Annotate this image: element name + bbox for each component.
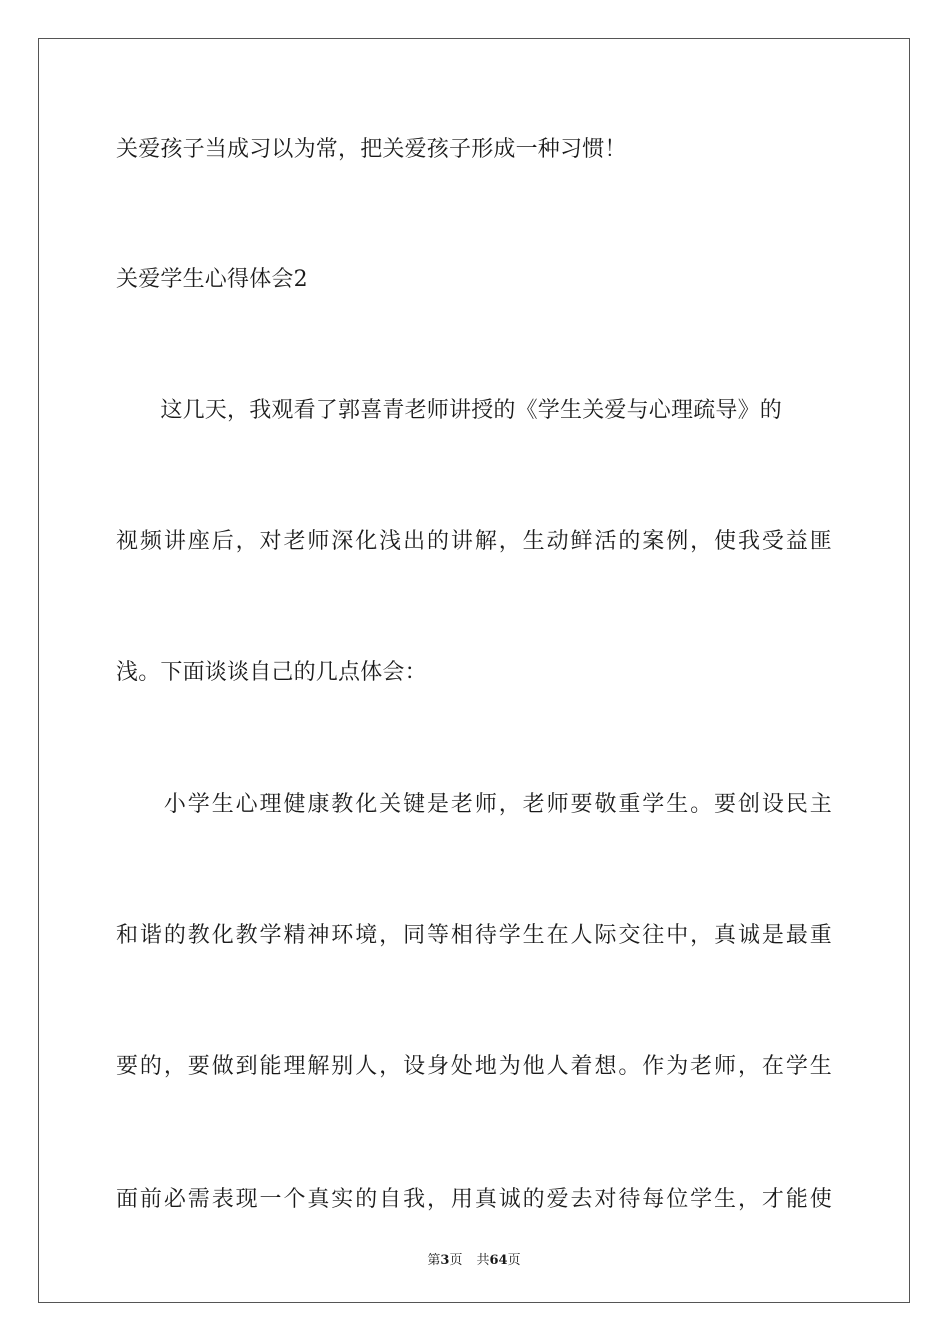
text-line: 和 谐 的 教 化 教 学 精 神 环 境 ， 同 等 相 待 学 生 在 人 际 交 往 中 ， 真 诚 是 最 重	[116, 923, 832, 948]
text-line: 浅。下面谈谈自己的几点体会：	[116, 660, 427, 685]
text-line: 要 的 ， 要 做 到 能 理 解 别 人 ， 设 身 处 地 为 他 人 着 想 。 作 为 老 师 ， 在 学 生	[116, 1054, 832, 1079]
page-current: 3	[440, 1253, 450, 1268]
total-prefix: 共	[476, 1253, 490, 1268]
page-total: 64	[489, 1253, 508, 1268]
text-line: 视 频 讲 座 后 ， 对 老 师 深 化 浅 出 的 讲 解 ， 生 动 鲜 活 的 案 例 ， 使 我 受 益 匪	[116, 529, 832, 554]
text-line: 小 学 生 心 理 健 康 教 化 关 键 是 老 师 ， 老 师 要 敬 重 学 生 。 要 创 设 民 主	[163, 792, 832, 817]
page-unit: 页	[449, 1253, 463, 1268]
document-page	[38, 38, 910, 1303]
page-footer	[39, 1249, 909, 1268]
text-line: 面 前 必 需 表 现 一 个 真 实 的 自 我 ， 用 真 诚 的 爱 去 对 待 每 位 学 生 ， 才 能 使	[116, 1187, 832, 1212]
page-prefix: 第	[427, 1253, 441, 1268]
text-line: 关爱孩子当成习以为常，把关爱孩子形成一种习惯！	[116, 137, 627, 162]
total-unit: 页	[507, 1253, 521, 1268]
section-heading: 关爱学生心得体会2	[116, 267, 308, 292]
text-line: 这几天，我观看了郭喜青老师讲授的《学生关爱与心理疏导》的	[116, 398, 783, 423]
